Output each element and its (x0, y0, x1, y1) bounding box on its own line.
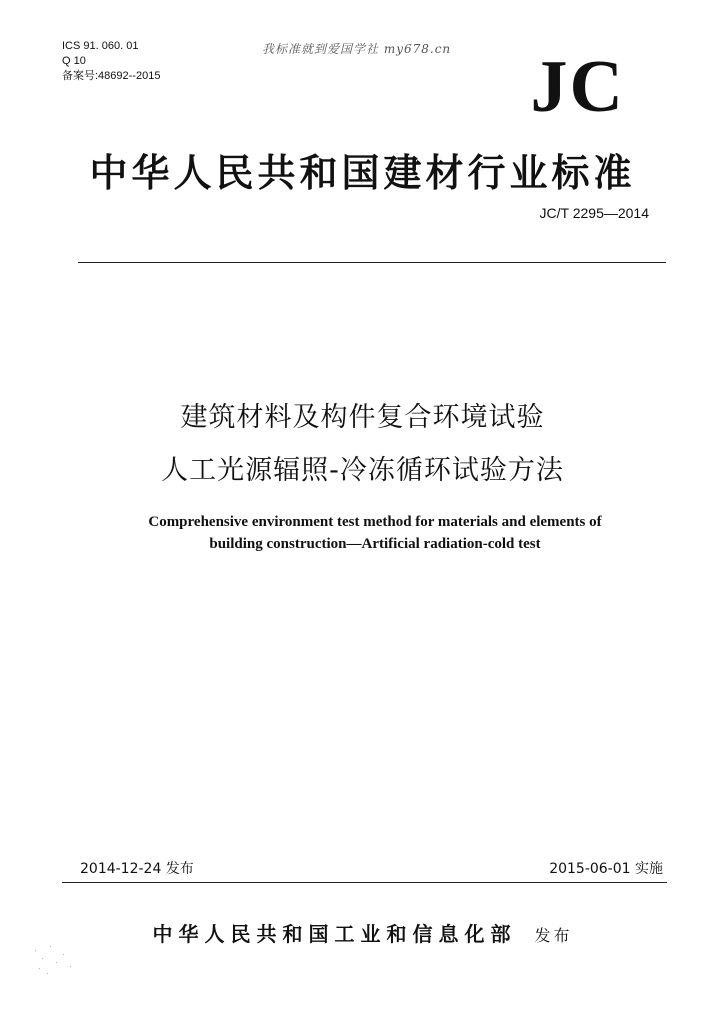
org-title: 中华人民共和国建材行业标准 (89, 150, 636, 195)
title-cn-line1: 建筑材料及构件复合环境试验 (180, 402, 545, 433)
issuer-name: 中华人民共和国工业和信息化部 (152, 922, 517, 946)
scan-noise (30, 940, 80, 980)
title-en-line2: building construction—Artificial radiation-cold test (209, 536, 541, 552)
implementation-date: 2015-06-01 实施 (549, 861, 663, 877)
ccs-code: Q 10 (62, 55, 86, 67)
watermark-text: 我标准就到爱国学社 my678.cn (262, 42, 452, 56)
ics-code: ICS 91. 060. 01 (62, 40, 139, 52)
bottom-divider (62, 882, 667, 883)
issue-date: 2014-12-24 发布 (80, 861, 194, 877)
filing-number: 备案号:48692--2015 (62, 70, 161, 82)
issuer-action: 发布 (534, 926, 573, 945)
issuer-line (0, 918, 725, 947)
title-cn-line2: 人工光源辐照-冷冻循环试验方法 (161, 455, 564, 486)
title-en-line1: Comprehensive environment test method for materials and elements of (148, 514, 602, 530)
standard-code: JC/T 2295—2014 (539, 205, 649, 221)
jc-logo: JC (530, 46, 625, 128)
top-divider (78, 262, 666, 263)
